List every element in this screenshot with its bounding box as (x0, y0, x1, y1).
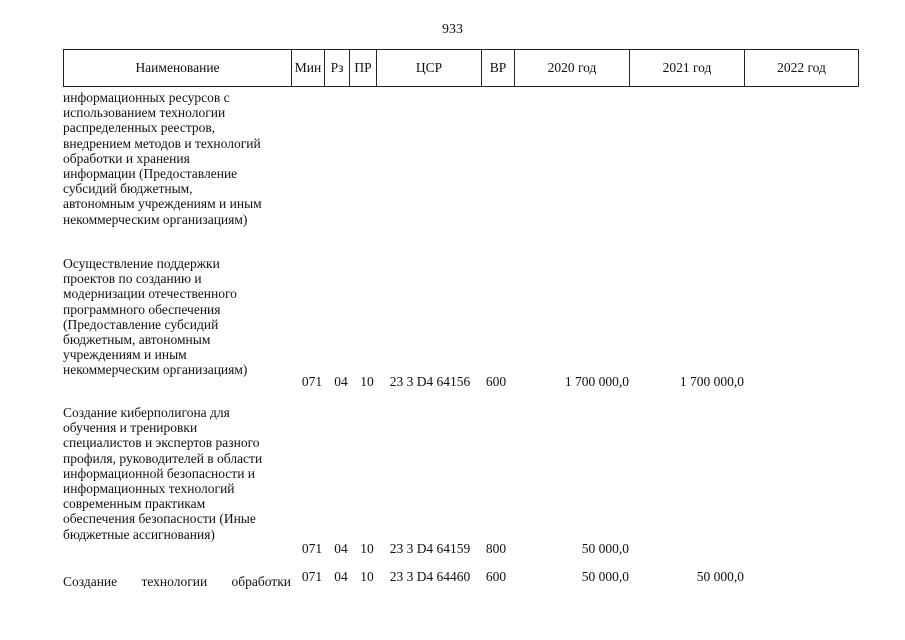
header-pr: ПР (350, 50, 377, 86)
name-line: информационных технологий (63, 481, 235, 497)
name-line: бюджетным, автономным (63, 332, 211, 348)
name-line: современным практикам (63, 496, 206, 512)
name-line: специалистов и экспертов разного (63, 435, 260, 451)
cell-csr: 23 3 D4 64460 (389, 569, 471, 584)
cell-2020: 50 000,0 (581, 569, 629, 584)
cell-min: 071 (301, 541, 323, 556)
name-line: (Предоставление субсидий (63, 316, 219, 332)
cell-min: 071 (301, 374, 323, 389)
row-name (63, 90, 291, 227)
cell-csr: 23 3 D4 64159 (389, 541, 471, 556)
name-line: бюджетные ассигнования) (63, 526, 215, 542)
name-line: обработки и хранения (63, 150, 190, 166)
cell-min: 071 (301, 569, 323, 584)
cell-rz: 04 (334, 569, 348, 584)
name-line: некоммерческим организациям) (63, 211, 248, 227)
cell-2021: 50 000,0 (696, 569, 744, 584)
name-line: программного обеспечения (63, 301, 221, 317)
cell-rz: 04 (334, 374, 348, 389)
name-line: автономным учреждениям и иным (63, 196, 262, 212)
table-row (0, 541, 905, 557)
cell-vr: 600 (485, 374, 507, 389)
name-line: Осуществление поддержки (63, 256, 220, 271)
cell-2020: 50 000,0 (581, 541, 629, 556)
name-line: обеспечения безопасности (Иные (63, 511, 256, 527)
name-line: обучения и тренировки (63, 420, 198, 436)
cell-pr: 10 (360, 374, 374, 389)
name-line: информационных ресурсов с (63, 90, 230, 105)
cell-2020: 1 700 000,0 (564, 374, 629, 389)
header-2022: 2022 год (777, 60, 826, 75)
table-header (63, 49, 859, 87)
header-name: Наименование (64, 50, 292, 86)
header-rz: Рз (325, 50, 350, 86)
table-row (0, 569, 905, 585)
name-line: Создание технологии обработки (63, 574, 291, 589)
header-csr: ЦСР (377, 50, 482, 86)
cell-2021: 1 700 000,0 (679, 374, 744, 389)
header-2021: 2021 год (630, 50, 745, 86)
name-line: модернизации отечественного (63, 286, 237, 302)
header-min: Мин (292, 50, 325, 86)
cell-pr: 10 (360, 541, 374, 556)
name-line: внедрением методов и технологий (63, 135, 261, 151)
row-name (63, 405, 291, 542)
name-line: Создание киберполигона для (63, 405, 230, 420)
name-line: учреждениям и иным (63, 347, 187, 363)
name-line: информационной безопасности и (63, 465, 256, 481)
name-line: проектов по созданию и (63, 271, 202, 287)
cell-csr: 23 3 D4 64156 (389, 374, 471, 389)
table-row (0, 374, 905, 390)
name-line: субсидий бюджетным, (63, 181, 193, 197)
cell-pr: 10 (360, 569, 374, 584)
row-name (63, 256, 291, 378)
cell-vr: 600 (485, 569, 507, 584)
name-line: использованием технологии (63, 105, 226, 121)
cell-rz: 04 (334, 541, 348, 556)
name-line: некоммерческим организациям) (63, 362, 248, 378)
header-2020: 2020 год (515, 50, 630, 86)
name-line: информации (Предоставление (63, 166, 238, 182)
name-line: профиля, руководителей в области (63, 450, 263, 466)
header-vr: ВР (482, 50, 515, 86)
cell-vr: 800 (485, 541, 507, 556)
page-number: 933 (442, 22, 463, 37)
name-line: распределенных реестров, (63, 120, 216, 136)
